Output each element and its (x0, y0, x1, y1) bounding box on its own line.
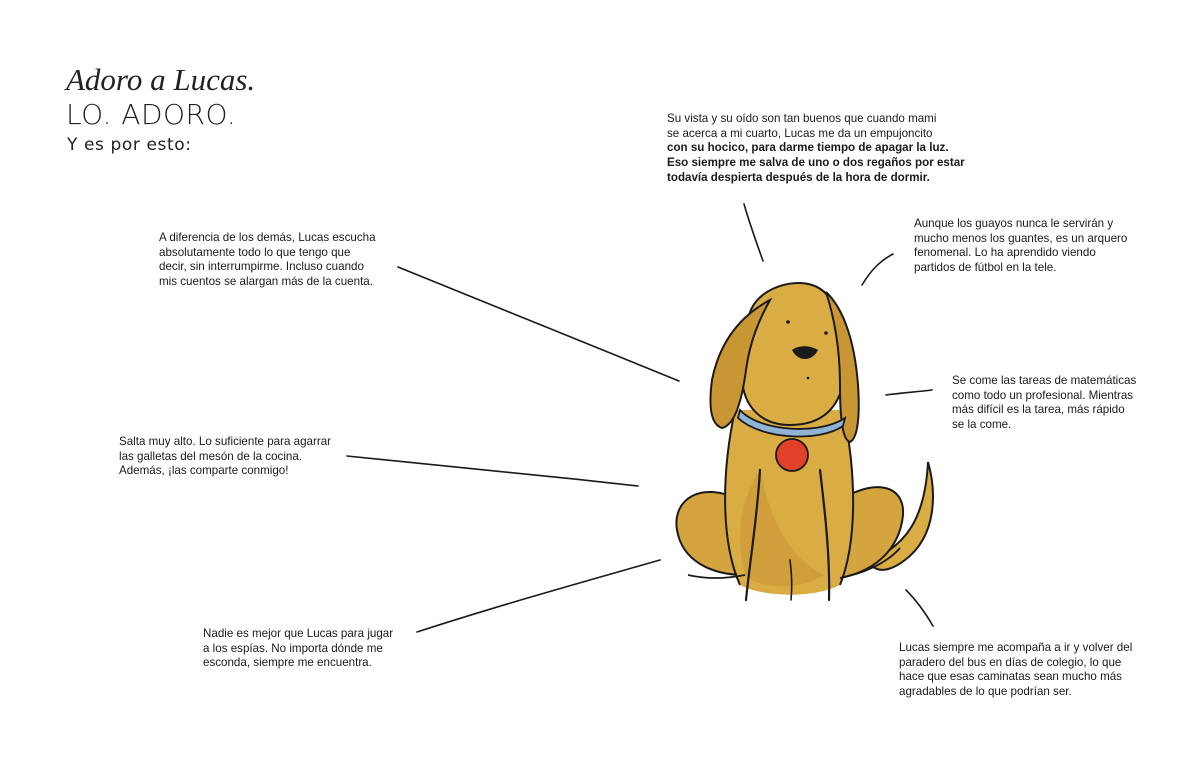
note-homework (952, 374, 1136, 433)
note-goalkeeper (914, 217, 1127, 276)
note-line: esconda, siempre me encuentra. (203, 656, 372, 670)
note-line: Salta muy alto. Lo suficiente para agarrar (119, 435, 332, 448)
note-line: partidos de fútbol en la tele. (914, 261, 1057, 275)
pointer-line-spies (417, 560, 660, 632)
pointer-line-senses (744, 204, 763, 261)
dog-collar-tag (776, 439, 808, 471)
note-line: agradables de lo que podrían ser. (899, 685, 1072, 699)
note-line: hace que esas caminatas sean mucho más (899, 670, 1122, 684)
note-line: a los espías. No importa dónde me (203, 641, 383, 655)
note-line: A diferencia de los demás, Lucas escucha (159, 231, 376, 244)
note-line: mucho menos los guantes, es un arquero (914, 231, 1128, 245)
note-hearing (159, 231, 376, 290)
pointer-line-homework (886, 390, 932, 395)
pointer-line-hearing (398, 267, 679, 381)
note-line-bold: con su hocico, para darme tiempo de apagar la luz. (667, 141, 949, 155)
note-line: las galletas del mesón de la cocina. (119, 449, 303, 463)
note-line: Se come las tareas de matemáticas (952, 374, 1137, 387)
pointer-line-jump (347, 456, 638, 486)
note-line: Aunque los guayos nunca le servirán y (914, 217, 1114, 230)
note-bus (899, 641, 1132, 700)
note-line: se acerca a mi cuarto, Lucas me da un empujoncito (667, 126, 933, 140)
note-line: mis cuentos se alargan más de la cuenta. (159, 275, 373, 289)
page-title: Adoro a Lucas. (66, 62, 256, 97)
page-intro: Y es por esto: (67, 135, 192, 155)
note-spies (203, 627, 393, 671)
note-line: Nadie es mejor que Lucas para jugar (203, 627, 394, 640)
pointer-line-goalkeeper (862, 254, 893, 285)
note-jump (119, 435, 331, 479)
note-line: fenomenal. Lo ha aprendido viendo (914, 246, 1096, 260)
note-line: Lucas siempre me acompaña a ir y volver del (899, 641, 1133, 654)
note-line-bold: Eso siempre me salva de uno o dos regaños por estar (667, 156, 965, 170)
note-senses (667, 112, 965, 186)
note-line: paradero del bus en días de colegio, lo que (899, 655, 1122, 669)
note-line: Además, ¡las comparte conmigo! (119, 464, 289, 478)
dog-eye-right (824, 331, 828, 335)
note-line: se la come. (952, 418, 1012, 432)
note-line: decir, sin interrumpirme. Incluso cuando (159, 260, 364, 274)
note-line: Su vista y su oído son tan buenos que cuando mami (667, 112, 937, 125)
note-line: como todo un profesional. Mientras (952, 388, 1134, 402)
note-line-bold: todavía despierta después de la hora de dormir. (667, 170, 930, 184)
note-line: más difícil es la tarea, más rápido (952, 403, 1125, 417)
pointer-line-bus (906, 590, 933, 626)
page-subtitle: LO. ADORO. (66, 98, 237, 131)
note-line: absolutamente todo lo que tengo que (159, 245, 351, 259)
dog-eye-left (786, 320, 790, 324)
